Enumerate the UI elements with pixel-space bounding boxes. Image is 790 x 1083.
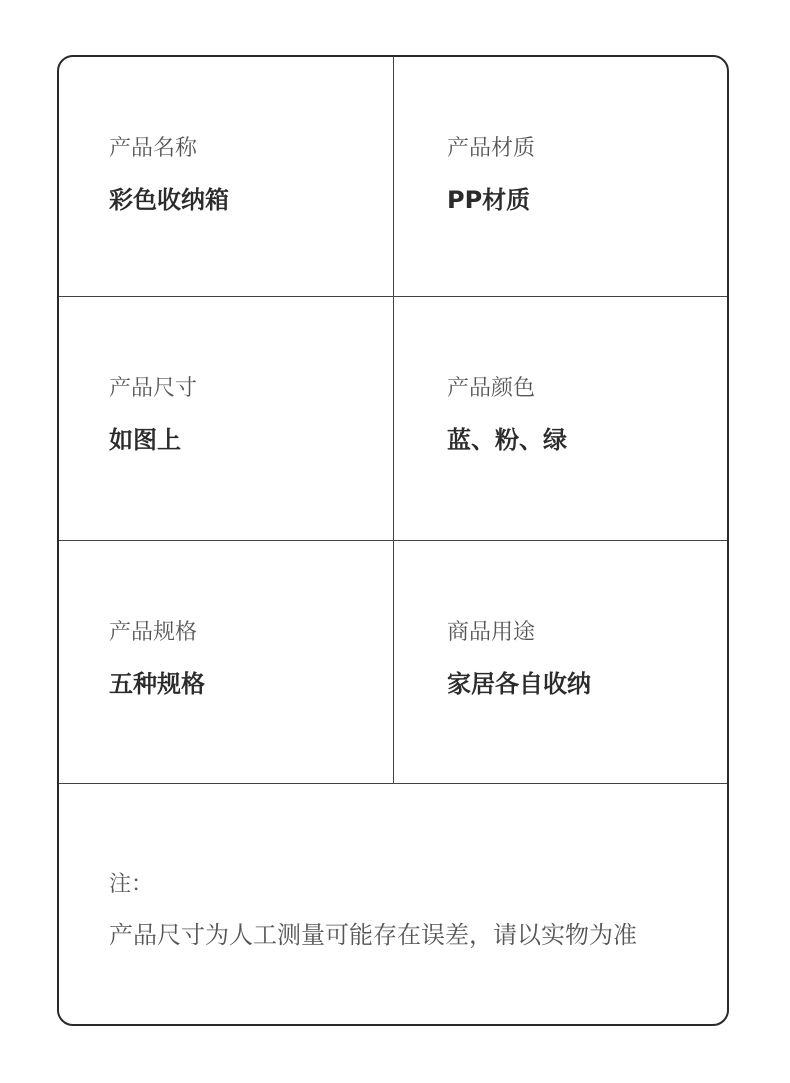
spec-value: 蓝、粉、绿 xyxy=(447,426,567,454)
spec-label: 产品名称 xyxy=(109,136,198,161)
product-spec-card xyxy=(57,55,729,1026)
note-title: 注： xyxy=(109,872,154,897)
spec-value: 如图上 xyxy=(109,426,181,454)
spec-row xyxy=(59,297,727,541)
spec-label: 产品规格 xyxy=(109,620,198,645)
spec-cell-usage xyxy=(394,541,727,783)
spec-value: PP材质 xyxy=(447,186,531,214)
spec-cell-color xyxy=(394,297,727,540)
spec-cell-product-name xyxy=(59,57,394,296)
spec-cell-material xyxy=(394,57,727,296)
spec-value: 家居各自收纳 xyxy=(447,670,591,698)
spec-label: 产品材质 xyxy=(447,136,536,161)
spec-row xyxy=(59,541,727,784)
spec-label: 产品颜色 xyxy=(447,376,536,401)
spec-cell-size xyxy=(59,297,394,540)
spec-value: 五种规格 xyxy=(109,670,205,698)
spec-label: 产品尺寸 xyxy=(109,376,198,401)
spec-value: 彩色收纳箱 xyxy=(109,186,229,214)
spec-row xyxy=(59,57,727,297)
note-text: 产品尺寸为人工测量可能存在误差，请以实物为准 xyxy=(109,921,637,949)
spec-label: 商品用途 xyxy=(447,620,536,645)
note-section xyxy=(59,784,727,1026)
spec-cell-specification xyxy=(59,541,394,783)
